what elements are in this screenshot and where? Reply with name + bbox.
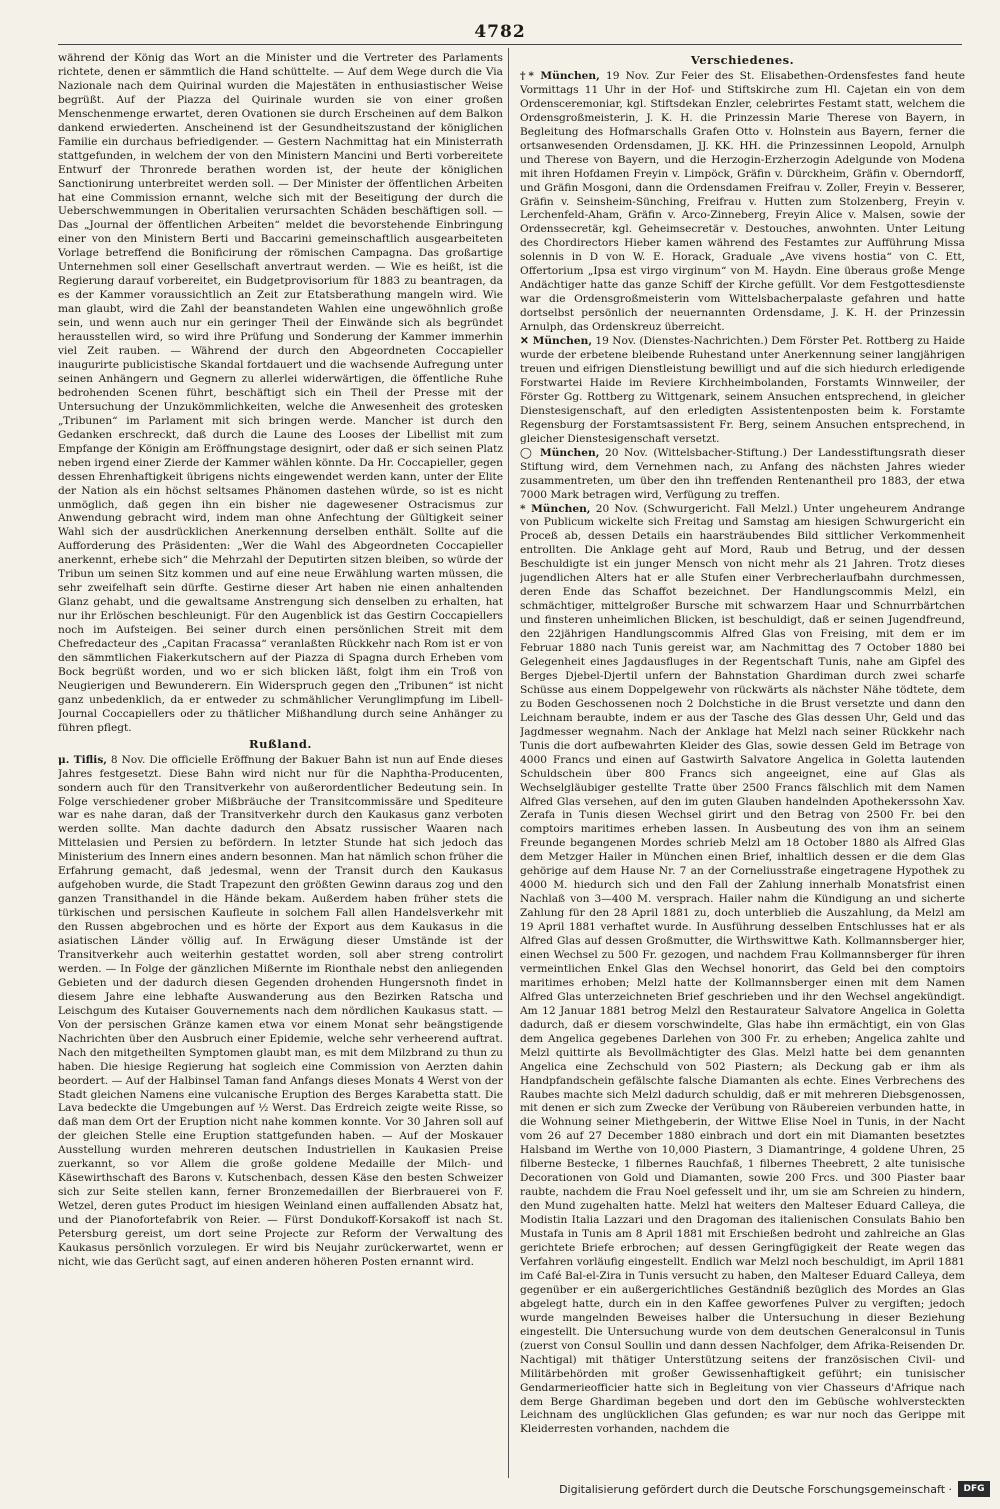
- right-column: [520, 52, 965, 1472]
- footer-credit-text: Digitalisierung gefördert durch die Deutsche Forschungsgemeinschaft ·: [559, 1482, 952, 1496]
- news-item-court-case: [520, 503, 965, 1438]
- section-heading-russia: Rußland.: [249, 736, 312, 751]
- dateline-item-1: †* München,: [520, 69, 600, 82]
- news-text-item-1: 19 Nov. Zur Feier des St. Elisabethen-Ordensfestes fand heute Vormittags 11 Uhr in der Hof- und Stiftskirche zum Hl. Cajetan ein von dem Ordensceremoniar, kgl. Stiftsdekan Enzler, celebrirtes Festamt statt, welchem die Ordensgroßmeisterin, J. K. H. die Prinzessin Marie Therese von Bayern, in Begleitung des Hofmarschalls Grafen Otto v. Holnstein aus Bayern, ferner die ortsanwesenden Ordensdamen, JJ. KK. HH. die Prinzessinnen Leopold, Arnulph und Therese von Bayern, und die Herzogin-Erzherzogin Adelgunde von Modena mit ihren Hofdamen Freyin v. Limpöck, Gräfin v. Dürckheim, Gräfin v. Oberndorff, und Gräfin Mosgoni, dann die Ordensdamen Freifrau v. Zoller, Freyin v. Besserer, Gräfin v. Seinsheim-Sünching, Freifrau v. Hutten zum Stolzenberg, Freyin v. Lerchenfeld-Aham, Gräfin v. Arco-Zinneberg, Freyin Alice v. Malsen, sowie der Ordenssecretär, kgl. Geheimsecretär v. Destouches, anwohnten. Unter Leitung des Chordirectors Hieber kamen während des Festamtes zur Aufführung Missa solennis in D von W. E. Horack, Graduale „Ave vivens hostia“ von C. Ett, Offertorium „Ipsa est virgo virginum“ von M. Haydn. Eine überaus große Menge Andächtiger hatte das ganze Schiff der Kirche gefüllt. Vor dem Festgottesdienste war die Ordensgroßmeisterin vom Wittelsbacherpalaste gefahren und hatte dortselbst persönlich der neuernannten Ordensdame, J. K. H. der Prinzessin Arnulph, das Ordenskreuz überreicht.: [520, 69, 965, 334]
- news-item-service-news: [520, 335, 965, 447]
- dateline-item-3: ◯ München,: [520, 446, 600, 459]
- news-text-item-4: 20 Nov. (Schwurgericht. Fall Melzl.) Unter ungeheurem Andrange von Publicum wickelte sich Freitag und Samstag am hiesigen Schwurgericht ein Proceß ab, dessen Details ein haarsträubendes Bild sittlicher Verkommenheit entrollten. Die Anklage geht auf Mord, Raub und Betrug, und der dessen Beschuldigte ist ein junger Mensch von nicht mehr als 21 Jahren. Trotz dieses jugendlichen Alters hat er alle Stufen einer Verbrecherlaufbahn durchmessen, deren Ende das Schaffot bezeichnet. Der Handlungscommis Melzl, ein schmächtiger, mittelgroßer Bursche mit schwarzem Haar und Schnurrbärtchen und finsteren unheimlichen Blicken, ist beschuldigt, daß er seinen Jugendfreund, den 22jährigen Handlungscommis Alfred Glas von Freising, mit dem er im Februar 1880 nach Tunis gereist war, am Nachmittag des 7 October 1880 bei Gelegenheit eines Jagdausfluges in der Regentschaft Tunis, nahe am Gipfel des Berges Djebel-Djertil unfern der Bahnstation Ghardiman durch zwei scharfe Schüsse aus einem Doppelgewehr von rückwärts als nächster Nähe tödtete, dem zu Boden Geschossenen noch 2 Dolchstiche in die Brust versetzte und dann den Leichnam beraubte, indem er aus der Tasche des Glas dessen Uhr, Geld und das Jagdmesser wegnahm. Nach der Anklage hat Melzl nach seiner Rückkehr nach Tunis die dort aufbewahrten Kleider des Glas, sowie dessen Geld im Betrage von 4000 Francs und einen auf Gastwirth Salvatore Angelica in Goletta lautenden Schuldschein über 800 Francs sich angeeignet, eine auf Glas als Wechselgläubiger gestellte Tratte über 2500 Francs fälschlich mit dem Namen Alfred Glas versehen, auf den im guten Glauben handelnden Apothekerssohn Xav. Zerafa in Tunis diesen Wechsel girirt und den Betrag von 2500 Fr. bei den comptoirs maritimes erheben lassen. In Ausbeutung des von ihm an seinem Freunde begangenen Mordes schrieb Melzl am 18 October 1880 als Alfred Glas dem Metzger Hailer in München einen Brief, inhaltlich dessen er die dem Glas gehörige auf dem Hause Nr. 7 an der Corneliusstraße eingetragene Hypothek zu 4000 M. hiedurch sich und den Fall der Zahlung innerhalb Monatsfrist einen Nachlaß von 3—400 M. versprach. Hailer nahm die Kündigung an und sicherte Zahlung für den 28 April 1881 zu, doch unterblieb die Auszahlung, da Melzl am 19 April 1881 verhaftet wurde. In Ausführung desselben Entschlusses hat er als Alfred Glas auf dessen Großmutter, die Wirthswittwe Kath. Kollmannsberger hier, einen Wechsel zu 500 Fr. gezogen, und nachdem Frau Kollmannsberger für ihren vermeintlichen Enkel Glas den Wechsel honorirt, das Geld bei den comptoirs maritimes erhoben; Melzl hatte der Kollmannsberger einen mit dem Namen Alfred Glas unterzeichneten Brief geschrieben und ihr den Wechsel angekündigt. Am 12 Januar 1881 betrog Melzl den Restaurateur Salvatore Angelica in Goletta dadurch, daß er diesem vorschwindelte, Glas habe ihn ermächtigt, ein von Glas dem Angelica gegebenes Darlehen von 300 Fr. zu erheben; Angelica zahlte und Melzl quittirte als Bevollmächtigter des Glas. Melzl hatte bei dem genannten Angelica eine Zechschuld von 502 Piastern; als Deckung gab er ihm als Handpfandschein gefälschte falsche Diamanten als echte. Eines Verbrechens des Raubes machte sich Melzl dadurch schuldig, daß er mit mehreren Diebsgenossen, mit denen er sich zum Zwecke der Verübung von Räubereien verbunden hatte, in die Wohnung seiner Miethgeberin, der Wittwe Elise Noel in Tunis, in der Nacht vom 26 auf 27 December 1880 einbrach und dort ein mit Diamanten besetztes Halsband im Werthe von 10,000 Piastern, 3 Diamantringe, 4 goldene Uhren, 25 filberne Bestecke, 1 filbernes Rauchfaß, 1 filbernes Theebrett, 2 alte tunisische Decorationen von Gold und Diamanten, sowie 200 Frcs. und 300 Piaster baar raubte, nachdem die Frau Noel gefesselt und ihr, um sie am Schreien zu hindern, den Mund zugehalten hatte. Melzl hat weiters den Malteser Eduard Calleya, die Modistin Italia Lazzari und den Dragoman des italienischen Consulats Bahio ben Mustafa in Tunis am 8 April 1881 mit Erschießen bedroht und zahlreiche an Glas gerichtete Briefe erbrochen; auf dessen Geringfügigkeit der Reate wegen das Verfahren vorläufig eingestellt. Endlich war Melzl noch beschuldigt, im April 1881 im Café Bal-el-Zira in Tunis versucht zu haben, den Malteser Eduard Calleya, dem gegenüber er ein außergerichtliches Geständniß bezüglich des Mordes an Glas abgelegt hatte, durch ein in den Kaffee geworfenes Pulver zu vergiften; jedoch wurde mangelnden Beweises halber die Untersuchung in dieser Beziehung eingestellt. Die Untersuchung wurde von dem deutschen Generalconsul in Tunis (zuerst von Consul Soullin und dann dessen Nachfolger, dem Afrika-Reisenden Dr. Nachtigal) mit thätiger Unterstützung seitens der französischen Civil- und Militärbehörden mit großer Gewissenhaftigkeit geführt; ein tunisischer Gendarmerieofficier hatte sich in Begleitung von vier Chasseurs d'Afrique nach dem Berge Ghardiman begeben und dort den im Gebüsche wohlversteckten Leichnam des unglücklichen Glas gefunden; es war nur noch das Gerippe mit Kleiderresten vorhanden, nachdem die: [520, 502, 965, 1436]
- news-text-item-3: 20 Nov. (Wittelsbacher-Stiftung.) Der Landesstiftungsrath dieser Stiftung wird, dem Vernehmen nach, zu Anfang des nächsten Jahres wieder zusammentreten, um über den ihn treffenden Rentenantheil pro 1883, der etwa 7000 Mark betragen wird, Verfügung zu treffen.: [520, 446, 965, 501]
- dfg-logo: DFG: [958, 1481, 990, 1497]
- left-column: [58, 52, 503, 1472]
- header-rule: [58, 44, 962, 45]
- column-divider: [508, 48, 509, 1478]
- news-item-order-festival: [520, 70, 965, 335]
- dateline-item-2: ✕ München,: [520, 335, 593, 348]
- dateline-tiflis: μ. Tiflis,: [58, 753, 107, 766]
- news-item-foundation: [520, 447, 965, 503]
- article-text-tiflis: 8 Nov. Die officielle Eröffnung der Bakuer Bahn ist nun auf Ende dieses Jahres festgesetzt. Diese Bahn wird nicht nur für die Naphtha-Producenten, sondern auch für den Transitverkehr von außerordentlicher Bedeutung sein. In Folge verschiedener grober Mißbräuche der Transitcommissäre und Spediteure war es nahe daran, daß der Transitverkehr durch den Kaukasus ganz verboten werden sollte. Man dachte dadurch den Absatz russischer Waaren nach Mittelasien und Persien zu befördern. In letzter Stunde hat sich jedoch das Ministerium des Innern eines andern besonnen. Man hat nämlich schon früher die Erfahrung gemacht, daß jedesmal, wenn der Transit durch den Kaukasus aufgehoben wurde, die Stadt Trapezunt den größten Gewinn daraus zog und den ganzen Transithandel in die Hände bekam. Außerdem haben früher stets die türkischen und persischen Kaufleute in solchem Fall allen Handelsverkehr mit den Russen abgebrochen und es hörte der Export aus dem Kaukasus in die asiatischen Länder völlig auf. In Erwägung dieser Umstände ist der Transitverkehr auch weiterhin gestattet worden, soll aber streng controlirt werden. — In Folge der gänzlichen Mißernte im Rionthale nebst den anliegenden Gebieten und der dadurch diesen Gegenden drohenden Hungersnoth findet in diesem Jahre eine lebhafte Auswanderung aus den Bezirken Ratscha und Leischgum des Kutaiser Gouvernements nach dem nördlichen Kaukasus statt. — Von der persischen Gränze kamen etwa vor einem Monat sehr beängstigende Nachrichten über den Ausbruch einer Epidemie, welche sehr verheerend auftrat. Nach den mitgetheilten Symptomen glaubt man, es mit dem Milzbrand zu thun zu haben. Die hiesige Regierung hat sogleich eine Commission von Aerzten dahin beordert. — Auf der Halbinsel Taman fand Anfangs dieses Monats 4 Werst von der Stadt gleichen Namens eine vulcanische Eruption des Berges Karabetta statt. Die Lava bedeckte die Umgebungen auf ½ Werst. Das Erdreich zeigte weite Risse, so daß man dem Ort der Eruption nicht nahe kommen konnte. Vor 30 Jahren soll auf der gleichen Stelle eine Eruption stattgefunden haben. — Auf der Moskauer Ausstellung wurden mehreren deutschen Industriellen in Kaukasien Preise zuerkannt, so vor Allem die große goldene Medaille der Milch- und Käsewirthschaft des Barons v. Kutschenbach, dessen Käse den besten Schweizer sich zur Seite stellen kann, ferner Bronzemedaillen der Bierbrauerei von F. Wetzel, deren gutes Product im hiesigen Weinland einen auffallenden Absatz hat, und der Pianofortefabrik von Reier. — Fürst Dondukoff-Korsakoff ist nach St. Petersburg gereist, um dort seine Projecte zur Reform der Verwaltung des Kaukasus persönlich vorzulegen. Er wird bis Neujahr zurückerwartet, wenn er nicht, wie das Gerücht sagt, auf einen anderen höheren Posten ernannt wird.: [58, 753, 503, 1268]
- news-text-item-2: 19 Nov. (Dienstes-Nachrichten.) Dem Förster Pet. Rottberg zu Haide wurde der erbetene bleibende Ruhestand unter Anerkennung seiner langjährigen treuen und eifrigen Dienstleistung bewilligt und auf die sich hiedurch erledigende Forstwartei Haide im Reviere Kirchheimbolanden, Forstamts Winnweiler, der Förster Gg. Rottberg zu Wittgenark, seinem Ansuchen entsprechend, in gleicher Dienstesigenschaft, auf den erledigten Assistentenposten beim k. Forstamte Regensburg der Forstamtsassistent Fr. Berg, seinem Ansuchen entsprechend, in gleicher Dienstesigenschaft versetzt.: [520, 335, 965, 445]
- article-paragraph-tiflis: [58, 754, 503, 1270]
- section-heading-miscellaneous: Verschiedenes.: [690, 53, 795, 67]
- dateline-item-4: * München,: [520, 502, 591, 515]
- page-number: 4782: [474, 22, 526, 42]
- digitization-footer: [559, 1481, 990, 1497]
- article-paragraph-italy: während der König das Wort an die Minister und die Vertreter des Parlaments richtete, denen er sämmtlich die Hand schüttelte. — Auf dem Wege durch die Via Nazionale nach dem Quirinal wurden die Majestäten in enthusiastischer Weise begrüßt. Auf der Piazza del Quirinale wurden sie von einer großen Menschenmenge erwartet, deren Ovationen sie durch Erscheinen auf dem Balkon dankend erwiederten. Anscheinend ist der Gesundheitszustand der königlichen Familie ein durchaus befriedigender. — Gestern Nachmittag hat ein Ministerrath stattgefunden, in welchem der von den Ministern Mancini und Berti vorbereitete Entwurf der Thronrede berathen worden ist, der heute der königlichen Sanctionirung unterbreitet werden soll. — Der Minister der öffentlichen Arbeiten hat eine Commission ernannt, welche sich mit der Beseitigung der durch die Ueberschwemmungen in Oberitalien verursachten Schäden beschäftigen soll. — Das „Journal der öffentlichen Arbeiten“ meldet die bevorstehende Einbringung einer von den Ministern Berti und Baccarini gemeinschaftlich ausgearbeiteten Vorlage betreffend die Bonificirung der römischen Campagna. Das großartige Unternehmen soll einer Gesellschaft anvertraut werden. — Wie es heißt, ist die Regierung darauf vorbereitet, ein Budgetprovisorium für 1883 zu beantragen, da es der Kammer voraussichtlich an Zeit zur Etatsberathung mangeln wird. Wie man glaubt, wird die Zahl der beanstandeten Wahlen eine ungewöhnlich große sein, und wenn auch nur ein geringer Theil der Einwände sich als begründet herausstellen wird, so wird ihre Prüfung und Sonderung der Kammer immerhin viel Zeit rauben. — Während der durch den Abgeordneten Coccapieller inaugurirte publicistische Skandal fortdauert und die wachsende Aufregung unter seinen Anhängern und Gegnern zu allerlei widerwärtigen, die öffentliche Ruhe bedrohenden Scenen führt, beschäftigt sich ein Theil der Presse mit der Untersuchung der Unzukömmlichkeiten, welche die Anwesenheit des grotesken „Tribunen“ im Parlament mit sich bringen werde. Mancher ist durch den Gedanken erschreckt, daß durch die Laune des Looses der Libellist mit zum Empfange der Königin am Eröffnungstage designirt, oder daß er sich seinen Platz neben irgend einer Zierde der Kammer wählen könnte. Da Hr. Coccapieller, gegen dessen Ehrenhaftigkeit übrigens nichts eingewendet werden kann, unter der Elite der Nation als ein höchst seltsames Phänomen dastehen würde, so ist es nicht unmöglich, daß gegen ihn ein bisher nie dagewesener Ostracismus zur Anwendung gebracht wird, indem man ohne Anfechtung der Gültigkeit seiner Wahl sich der ausdrücklichen Anerkennung derselben enthält. Sollte auf die Aufforderung des Präsidenten: „Wer die Wahl des Abgeordneten Coccapieller anerkennt, erhebe sich“ die Mehrzahl der Deputirten sitzen bleiben, so würde der Tribun um seinen Sitz kommen und auf eine neue Erwählung warten müssen, die sehr zweifelhaft sein dürfte. Gestirne dieser Art haben nie einen anhaltenden Glanz gehabt, und die gewaltsame Anstrengung sich denselben zu erhalten, hat nur ihr Erlöschen beschleunigt. Für den Augenblick ist das Gestirn Coccapiellers noch im Aufsteigen. Bei seiner durch einen persönlichen Streit mit dem Chefredacteur des „Capitan Fracassa“ veranlaßten Rückkehr nach Rom ist er von den sämmtlichen Fiakerkutschern auf der Piazza di Spagna durch Erheben vom Bock begrüßt worden, und wo er sich blicken läßt, folgt ihm ein Troß von Neugierigen und Bewunderern. Ein Widerspruch gegen den „Tribunen“ ist nicht ganz unbedenklich, da er entweder zu schmählicher Verunglimpfung im Libell-Journal Coccapiellers oder zu thätlicher Mißhandlung durch seine Anhänger zu führen pflegt.: [58, 52, 503, 734]
